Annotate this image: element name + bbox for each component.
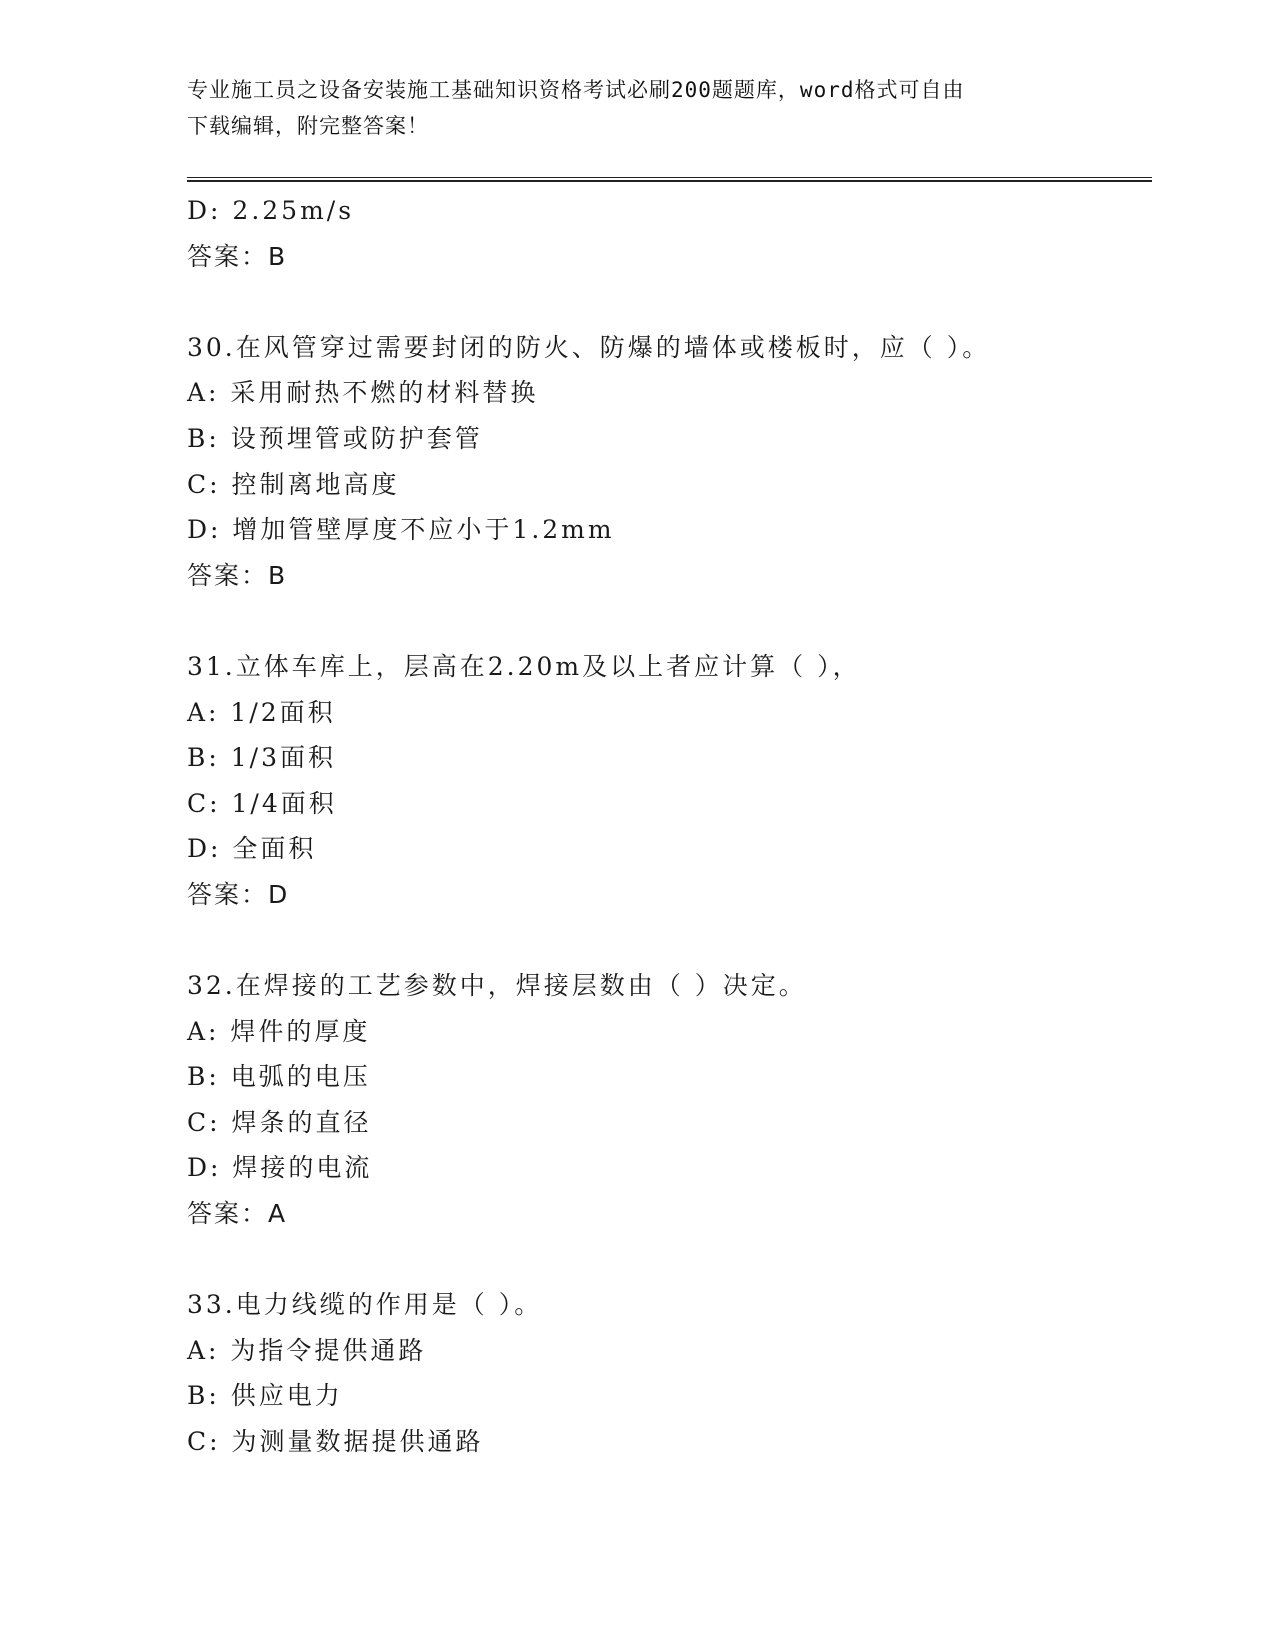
answer-line: 答案：B [187, 241, 288, 271]
question-list [187, 188, 1147, 1465]
option-a: A: 焊件的厚度 [187, 1016, 371, 1046]
option-c: C: 控制离地高度 [187, 469, 400, 499]
option-b: B: 1/3面积 [187, 743, 336, 773]
header-line-1: 专业施工员之设备安装施工基础知识资格考试必刷200题题库，word格式可自由 [187, 78, 965, 102]
option-d: D: 增加管壁厚度不应小于1.2mm [187, 515, 615, 545]
option-c: C: 焊条的直径 [187, 1107, 372, 1137]
option-b: B: 电弧的电压 [187, 1062, 371, 1092]
option-c: C: 1/4面积 [187, 788, 337, 818]
option-a: A: 1/2面积 [187, 697, 336, 727]
question-block [187, 325, 1147, 599]
question-stem: 33.电力线缆的作用是（ ）。 [187, 1290, 543, 1320]
answer-line: 答案：B [187, 560, 288, 590]
spacer [187, 1237, 1147, 1283]
answer-line: 答案：A [187, 1199, 288, 1229]
option-d: D: 焊接的电流 [187, 1153, 373, 1183]
option-b: B: 供应电力 [187, 1381, 343, 1411]
option-d: D: 全面积 [187, 834, 317, 864]
option-a: A: 采用耐热不燃的材料替换 [187, 378, 539, 408]
option-b: B: 设预埋管或防护套管 [187, 423, 483, 453]
option-a: A: 为指令提供通路 [187, 1335, 427, 1365]
question-stem: 31.立体车库上，层高在2.20m及以上者应计算（ ）， [187, 651, 861, 681]
question-stem: 32.在焊接的工艺参数中，焊接层数由（ ）决定。 [187, 971, 807, 1001]
spacer [187, 598, 1147, 644]
spacer [187, 918, 1147, 964]
question-block [187, 644, 1147, 918]
header-divider-thick [187, 180, 1152, 182]
question-block [187, 963, 1147, 1237]
question-block [187, 1282, 1147, 1464]
header-line-2: 下载编辑，附完整答案！ [187, 114, 429, 138]
option-c: C: 为测量数据提供通路 [187, 1427, 484, 1457]
question-stem: 30.在风管穿过需要封闭的防火、防爆的墙体或楼板时，应（ ）。 [187, 332, 991, 362]
spacer [187, 279, 1147, 325]
answer-line: 答案：D [187, 879, 290, 909]
document-header [187, 72, 1087, 144]
header-divider-thin [187, 177, 1152, 178]
option-d: D: 2.25m/s [187, 196, 355, 225]
